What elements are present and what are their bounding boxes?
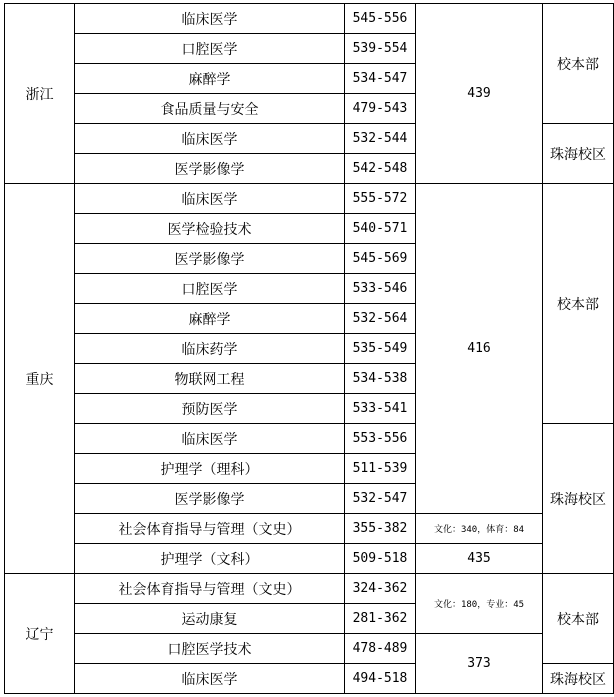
score-range-cell: 494-518 [345,664,416,694]
major-cell: 物联网工程 [75,364,345,394]
admission-score-table-wrapper [4,3,614,694]
major-cell: 临床医学 [75,184,345,214]
score-range-cell: 534-538 [345,364,416,394]
major-cell: 麻醉学 [75,64,345,94]
score-range-cell: 532-544 [345,124,416,154]
major-cell: 临床药学 [75,334,345,364]
major-cell: 社会体育指导与管理（文史） [75,514,345,544]
score-range-cell: 545-569 [345,244,416,274]
campus-cell-zhejiang-main: 校本部 [543,4,614,124]
score-range-cell: 511-539 [345,454,416,484]
major-cell: 医学影像学 [75,154,345,184]
campus-cell-liaoning-main: 校本部 [543,574,614,664]
major-cell: 医学影像学 [75,244,345,274]
major-cell: 运动康复 [75,604,345,634]
cutoff-cell-chongqing-wenke: 435 [416,544,543,574]
campus-cell-chongqing-zhuhai: 珠海校区 [543,424,614,574]
score-range-cell: 509-518 [345,544,416,574]
score-range-cell: 545-556 [345,4,416,34]
cutoff-cell-chongqing: 416 [416,184,543,514]
table-row [5,184,614,214]
admission-score-table [4,3,614,694]
score-range-cell: 532-564 [345,304,416,334]
major-cell: 食品质量与安全 [75,94,345,124]
table-row [5,544,614,574]
score-range-cell: 355-382 [345,514,416,544]
major-cell: 医学影像学 [75,484,345,514]
score-range-cell: 534-547 [345,64,416,94]
score-range-cell: 540-571 [345,214,416,244]
province-cell-chongqing: 重庆 [5,184,75,574]
province-cell-liaoning: 辽宁 [5,574,75,694]
major-cell: 临床医学 [75,664,345,694]
score-range-cell: 533-546 [345,274,416,304]
note-cell-chongqing-sports: 文化：340，体育：84 [416,514,543,544]
major-cell: 护理学（理科） [75,454,345,484]
score-range-cell: 542-548 [345,154,416,184]
cutoff-cell-zhejiang: 439 [416,4,543,184]
score-range-cell: 532-547 [345,484,416,514]
score-range-cell: 555-572 [345,184,416,214]
major-cell: 医学检验技术 [75,214,345,244]
major-cell: 麻醉学 [75,304,345,334]
campus-cell-liaoning-zhuhai: 珠海校区 [543,664,614,694]
province-cell-zhejiang: 浙江 [5,4,75,184]
campus-cell-chongqing-main: 校本部 [543,184,614,424]
major-cell: 社会体育指导与管理（文史） [75,574,345,604]
score-range-cell: 324-362 [345,574,416,604]
table-row [5,4,614,34]
major-cell: 口腔医学 [75,274,345,304]
major-cell: 口腔医学 [75,34,345,64]
table-row [5,514,614,544]
table-row [5,574,614,604]
score-range-cell: 479-543 [345,94,416,124]
table-row [5,634,614,664]
score-range-cell: 478-489 [345,634,416,664]
score-range-cell: 539-554 [345,34,416,64]
major-cell: 临床医学 [75,4,345,34]
score-range-cell: 281-362 [345,604,416,634]
campus-cell-zhejiang-zhuhai: 珠海校区 [543,124,614,184]
major-cell: 预防医学 [75,394,345,424]
major-cell: 口腔医学技术 [75,634,345,664]
cutoff-cell-liaoning: 373 [416,634,543,694]
note-cell-liaoning-sports: 文化：180，专业：45 [416,574,543,634]
major-cell: 临床医学 [75,424,345,454]
score-range-cell: 535-549 [345,334,416,364]
score-range-cell: 533-541 [345,394,416,424]
major-cell: 临床医学 [75,124,345,154]
major-cell: 护理学（文科） [75,544,345,574]
score-range-cell: 553-556 [345,424,416,454]
